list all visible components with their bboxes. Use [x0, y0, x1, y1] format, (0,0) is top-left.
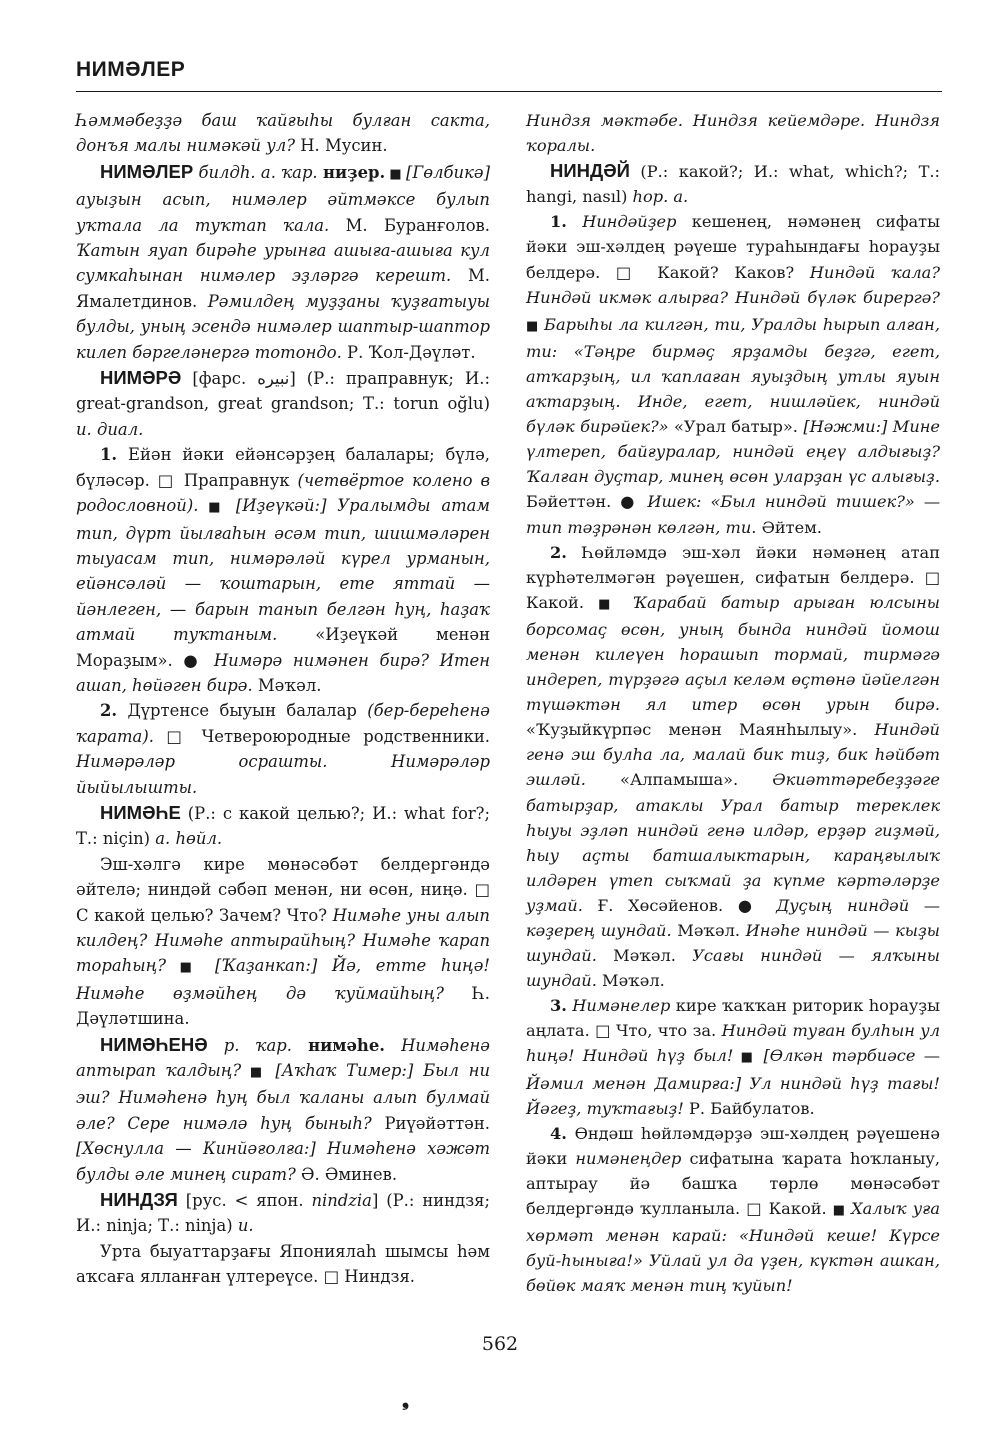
- running-header: НИМӘЛЕР: [76, 58, 186, 81]
- text-run: ] (Р.: ниндзя; И.: ninja; Т.: ninja): [76, 1191, 491, 1236]
- italic-text: Инәһе ниндәй — кыҙы шундай.: [526, 921, 940, 966]
- text-run: «Урал батыр».: [668, 417, 804, 437]
- text-run: кире ҡаҡҡан риторик һорауҙы аңлата. □ Что, что за.: [526, 996, 940, 1041]
- italic-text: Әкиәттәребеҙҙәге батырҙар, атаклы Урал батыр тереклек һыуы эҙләп ниндәй генә илдәр, ерҙәр гиҙмәй, һыу аҫты батшалыктарын, караңғылыҡ илдәрен үтеп сыҡмай ҙа күпме кәртәләрҙе уҙмай.: [526, 770, 940, 915]
- left-paragraph: [76, 1032, 490, 1187]
- text-run: Мәҡәл.: [252, 675, 322, 695]
- text-run: (Р.: с какой целью?; И.: what for?; Т.: niçin): [76, 803, 490, 849]
- italic-text: [Өлкән тәрбиәсе — Йәмил менән Дамирға:] Ул ниндәй һүҙ тағы! Йәгеҙ, туҡтағыҙ!: [526, 1046, 940, 1118]
- italic-text: һор. а.: [632, 187, 689, 207]
- text-run: Мәҡәл.: [596, 946, 693, 966]
- italic-text: [Ҡаҙанкап:] Йә, етте һиңә! Нимәһе өҙмәйһең дә ҡуймайһың?: [76, 956, 490, 1003]
- italic-text: нимәнеңдер: [575, 1148, 682, 1168]
- text-run: [567, 212, 582, 231]
- entry-headword: НИНДЗЯ: [100, 1189, 178, 1211]
- italic-text: а. һөйл.: [155, 829, 223, 849]
- text-run: Урта быуаттарҙағы Япониялаһ шымсы һәм аҡсаға ялланған үлтереүсе. □ Ниндзя.: [76, 1241, 490, 1287]
- italic-text: [Аҡһаҡ Тимер:] Был ни эш? Нимәһенә һуң был ҡаланы алып булмай әле? Сере нимәлә һуң быныһ?: [76, 1061, 490, 1133]
- text-run: نبیره: [257, 369, 290, 389]
- text-run: Бәйеттән. ●: [526, 492, 648, 512]
- entry-headword: НИМӘҺЕ: [100, 801, 181, 823]
- italic-text: Барыһы ла килгән, ти, Уралды һырып алған, ти: «Тәңре бирмәҫ ярҙамды беҙгә, егет, атҡарҙың, ил ҡаплаған яуыҙдың утлы яуын аҡтарҙың. Инде, егет, нишләйек, ниндәй бүләк бирәйек?»: [526, 314, 940, 437]
- italic-text: Ниндәй туған булһын ул һиңә! Ниндәй һүҙ был!: [526, 1021, 941, 1066]
- text-run: Ғ. Хөсәйенов. ●: [582, 895, 777, 915]
- italic-text: [Хөснулла — Кинйәғолға:] Нимәһенә хәжәт булды әле минең сират?: [76, 1139, 490, 1184]
- sense-number: 3.: [550, 996, 567, 1016]
- example-marker: ■: [598, 596, 633, 612]
- italic-text: и. диал.: [76, 419, 144, 439]
- right-paragraph: [526, 1121, 940, 1299]
- italic-text: [Гөлбикә] ауыҙын асып, нимәлер әйтмәксе булып уҡтала ла туҡтап ҡала.: [76, 162, 490, 235]
- italic-text: (бер-береһенә ҡарата).: [76, 701, 490, 746]
- text-run: [рус. < япон.: [177, 1191, 312, 1211]
- text-run: Дүртенсе быуын балалар: [117, 701, 368, 721]
- page-number: 562: [481, 1333, 519, 1355]
- italic-text: Нимәнелер: [572, 996, 671, 1016]
- sense-number: нимәһе.: [308, 1035, 385, 1055]
- text-run: кешенең, нәмәнең сифаты йәки эш-хәлдең рәүеше тураһындағы һорауҙы белдерә. □ Какой? Каков?: [526, 212, 940, 282]
- left-paragraph: [76, 365, 490, 442]
- italic-text: Нимәһе уны алып килдең? Нимәһе аптырайһың? Нимәһе ҡарап тораһың?: [76, 905, 490, 976]
- example-marker: ■: [385, 166, 406, 182]
- text-run: сифатына ҡарата һоҡланыу, аптырау йә башҡа төрлө мөнәсәбәт белдергәндә ҡулланыла. □ Какой.: [526, 1148, 940, 1219]
- text-run: Әйтем.: [756, 517, 822, 537]
- entry-headword: НИМӘРӘ: [100, 367, 182, 389]
- italic-text: [Нәжми:] Мине үлтереп, байғуралар, ниндәй еңеү алдығыҙ? Ҡалған дуҫтар, минең өсөн уларҙан үс алығыҙ.: [526, 417, 940, 487]
- sense-number: 1.: [550, 212, 567, 232]
- italic-text: и.: [237, 1216, 254, 1236]
- right-paragraph: [526, 993, 940, 1120]
- entry-headword: НИМӘЛЕР: [100, 160, 194, 182]
- example-marker: ■: [241, 1065, 276, 1081]
- italic-text: р. ҡар.: [207, 1035, 309, 1055]
- example-marker: ■: [198, 500, 236, 516]
- text-run: ] (Р.: праправнук; И.: great-grandson, great grandson; Т.: torun oğlu): [76, 369, 490, 414]
- text-run: Ейән йәки ейәнсәрҙең балалары; бүлә, бүләсәр. □ Праправнук: [76, 445, 490, 490]
- left-paragraph: [76, 1187, 490, 1239]
- text-run: Мәҡәл.: [596, 971, 665, 991]
- text-run: Н. Мусин.: [295, 136, 388, 156]
- italic-text: Дуҫың ниндәй — кәҙерең шундай.: [526, 895, 940, 940]
- right-paragraph: [526, 540, 940, 994]
- bottom-mark: ❟: [402, 1390, 410, 1411]
- italic-text: Ниндәйҙер: [582, 212, 677, 232]
- sense-number: 2.: [550, 542, 567, 562]
- right-paragraph: [526, 158, 940, 209]
- right-column: [526, 108, 940, 1298]
- left-paragraph: [76, 159, 490, 365]
- left-column: [76, 108, 490, 1290]
- italic-text: Һәммәбеҙҙә баш ҡайғыһы булған сакта, донъя малы нимәкәй ул?: [76, 111, 490, 156]
- italic-text: Ниндәй генә эш булһа ла, малай бик тиҙ, бик һәйбәт эшләй.: [526, 720, 940, 790]
- sense-number: 1.: [100, 445, 118, 465]
- example-marker: ■: [832, 1203, 852, 1219]
- example-marker: ■: [166, 960, 215, 976]
- header-rule: [76, 91, 942, 92]
- left-paragraph: [76, 1239, 490, 1290]
- italic-text: Ҡатын яуап бирәһе урынға ашыға-ашыға кул сумкаһынан нимәлер эҙләргә керешт.: [76, 241, 490, 286]
- text-run: □ Четвероюродные родственники.: [153, 726, 490, 746]
- right-paragraph: [526, 209, 940, 539]
- text-run: М. Ямалетдинов.: [76, 266, 491, 311]
- left-paragraph: [76, 800, 490, 852]
- italic-text: билдһ. а. ҡар.: [193, 162, 323, 182]
- text-run: Р. Байбулатов.: [683, 1098, 815, 1118]
- left-paragraph: [76, 698, 490, 800]
- sense-number: 2.: [100, 701, 118, 721]
- sense-number: 4.: [550, 1123, 567, 1143]
- italic-text: Нимәһенә аптырап ҡалдың?: [76, 1035, 490, 1081]
- text-run: Риүәйәттән.: [371, 1113, 490, 1133]
- text-run: (Р.: какой?; И.: what, which?; Т.: hangi, nasıl): [526, 162, 940, 207]
- italic-text: Рәмилдең муҙҙаны ҡуҙғатыуы булды, уның эсендә нимәлер шаптыр-шаптор килеп бәргеләнергә тотондо.: [76, 291, 490, 362]
- text-run: Мәҡәл.: [671, 921, 746, 940]
- text-run: Эш-хәлгә кире мөнәсәбәт белдергәндә әйтелә; ниндәй сәбәп менән, ни өсөн, ниңә. □ С какой целью? Зачем? Что?: [76, 854, 490, 925]
- sense-number: ниҙер.: [322, 162, 386, 182]
- text-run: Р. Ҡол-Дәүләт.: [341, 342, 476, 362]
- italic-text: Ҡарабай батыр арыған юлсыны борсомаҫ өсөн, уның бында ниндәй йомош менән килеүен һорашып тормай, тирмәгә индереп, түрҙәгә аҫыл келәм өҫтөнә йәйелгән түшәктән ял итер өсөн урын бирә.: [526, 592, 940, 715]
- left-paragraph: [76, 442, 490, 698]
- text-run: «Ҡуҙыйкүрпәс менән Маянһылыу».: [526, 720, 875, 740]
- text-run: [фарс.: [181, 369, 258, 389]
- text-run: «Алпамыша».: [585, 770, 773, 790]
- italic-text: nindzia: [311, 1191, 372, 1211]
- italic-text: (четвёртое колено в родословной).: [76, 470, 490, 516]
- entry-headword: НИНДӘЙ: [550, 160, 630, 182]
- right-paragraph: [526, 108, 940, 158]
- italic-text: Ниндәй ҡала? Ниндәй икмәк алырға? Ниндәй бүләк бирергә?: [526, 262, 940, 307]
- text-run: Һ. Дәүләтшина.: [76, 983, 490, 1029]
- italic-text: Ниндзя мәктәбе. Ниндзя кейемдәре. Ниндзя ҡоралы.: [526, 111, 940, 156]
- italic-text: [Иҙеүкәй:] Уралымды атам тип, дүрт йылғаһын әсәм тип, шишмәләрен тыуасам тип, нимәрәләй күрел урманын, ейәнсәләй — ҡоштарын, ете яттай — йәнлеген, — барын танып белгән һуң, һаҙаҡ атмай туҡтаным.: [76, 496, 490, 645]
- text-run: Һөйләмдә эш-хәл йәки нәмәнең атап күрһәтелмәгән рәүешен, сифатын белдерә. □ Какой.: [526, 542, 940, 612]
- italic-text: Нимәрә нимәнен бирә? Итен ашап, һөйәген бирә.: [76, 650, 490, 695]
- italic-text: Усағы ниндәй — ялҡыны шундай.: [526, 946, 940, 991]
- entry-headword: НИМӘҺЕНӘ: [100, 1033, 208, 1055]
- italic-text: Халыҡ уға хөрмәт менән карай: «Ниндәй кеше! Күрсе буй-һыныға!» Уйлай ул да үҙен, күктән ашкан, бөйөк маяҡ менән тиң ҡуйып!: [526, 1199, 940, 1296]
- italic-text: Нимәрәләр осрашты. Нимәрәләр йыйылышты.: [76, 752, 490, 797]
- text-run: Өндәш һөйләмдәрҙә эш-хәлдең рәүешенә йәки: [526, 1123, 940, 1168]
- text-run: «Иҙеүкәй менән Мораҙым». ●: [76, 625, 490, 670]
- italic-text: Ишек: «Был ниндәй тишек?» — тип тәҙрәнән көлгән, ти.: [526, 492, 941, 537]
- left-paragraph: [76, 852, 490, 1032]
- text-run: [385, 1036, 401, 1055]
- left-paragraph: [76, 108, 490, 159]
- text-run: М. Буранғолов.: [329, 215, 490, 235]
- example-marker: ■: [526, 318, 545, 334]
- text-run: Ә. Әминев.: [295, 1164, 398, 1184]
- example-marker: ■: [733, 1050, 764, 1066]
